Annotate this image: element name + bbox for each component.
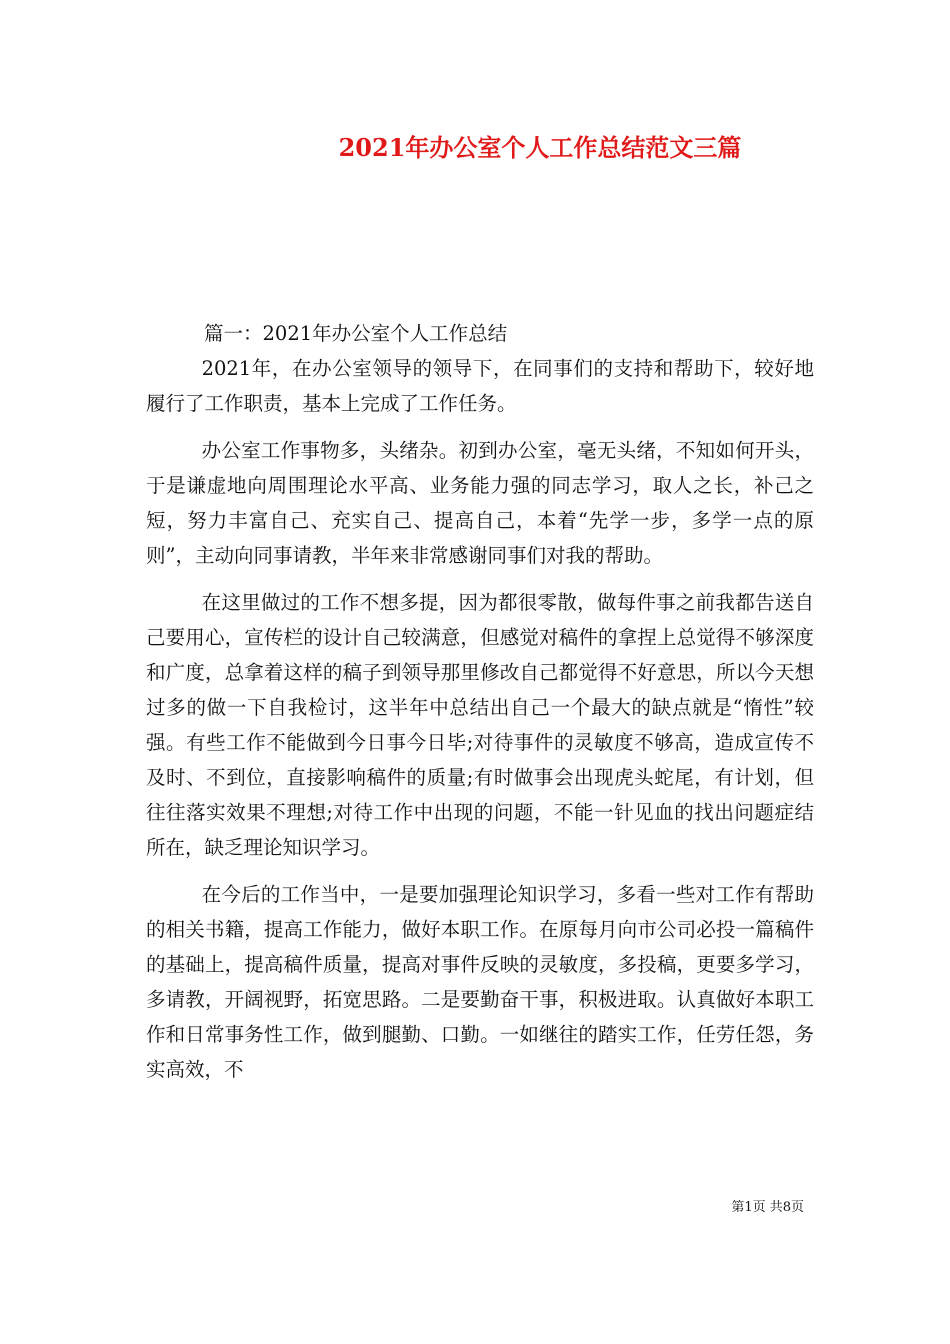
page-number: 第1页 共8页 bbox=[731, 1200, 804, 1215]
paragraph-4: 在今后的工作当中，一是要加强理论知识学习，多看一些对工作有帮助的相关书籍，提高工作能力，做好本职工作。在原每月向市公司必投一篇稿件的基础上，提高稿件质量，提高对事件反映的灵敏度，多投稿，更要多学习，多请教，开阔视野，拓宽思路。二是要勤奋干事，积极进取。认真做好本职工作和日常事务性工作，做到腿勤、口勤。一如继往的踏实工作，任劳任怨，务实高效，不 bbox=[146, 883, 814, 1081]
paragraph-3: 在这里做过的工作不想多提，因为都很零散，做每件事之前我都告送自己要用心，宣传栏的设计自己较满意，但感觉对稿件的拿捏上总觉得不够深度和广度，总拿着这样的稿子到领导那里修改自己都觉得不好意思，所以今天想过多的做一下自我检讨，这半年中总结出自己一个最大的缺点就是“惰性”较强。有些工作不能做到今日事今日毕;对待事件的灵敏度不够高，造成宣传不及时、不到位，直接影响稿件的质量;有时做事会出现虎头蛇尾，有计划，但往往落实效果不理想;对待工作中出现的问题，不能一针见血的找出问题症结所在，缺乏理论知识学习。 bbox=[146, 591, 814, 859]
document-body bbox=[146, 316, 814, 1099]
document-title: 2021年办公室个人工作总结范文三篇 bbox=[338, 133, 742, 162]
paragraph-2: 办公室工作事物多，头绪杂。初到办公室，毫无头绪，不知如何开头，于是谦虚地向周围理论水平高、业务能力强的同志学习，取人之长，补己之短，努力丰富自己、充实自己、提高自己，本着“先学一步，多学一点的原则”，主动向同事请教，半年来非常感谢同事们对我的帮助。 bbox=[146, 439, 814, 567]
paragraph-1: 2021年，在办公室领导的领导下，在同事们的支持和帮助下，较好地履行了工作职责，基本上完成了工作任务。 bbox=[146, 357, 814, 415]
section-heading: 篇一：2021年办公室个人工作总结 bbox=[204, 322, 508, 345]
